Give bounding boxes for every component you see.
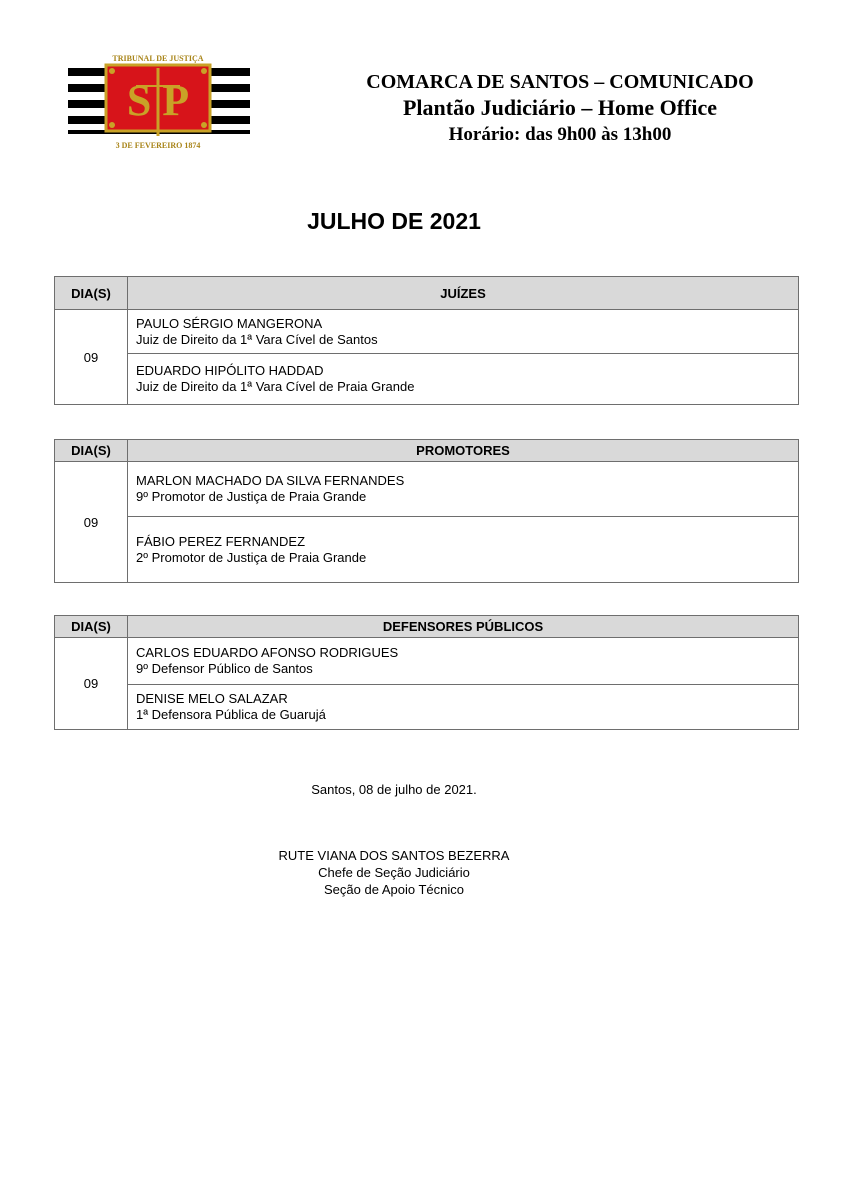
signer-unit: Seção de Apoio Técnico [324, 882, 464, 897]
day-cell: 09 [55, 310, 128, 405]
person-cell [128, 310, 799, 354]
person-role: Juiz de Direito da 1ª Vara Cível de Praia Grande [136, 379, 415, 394]
table-row [55, 685, 799, 730]
header-line-3: Horário: das 9h00 às 13h00 [448, 124, 672, 145]
public-defenders-table [54, 615, 799, 730]
signer-title: Chefe de Seção Judiciário [318, 865, 470, 880]
month-title: JULHO DE 2021 [307, 208, 481, 234]
person-role: 9º Promotor de Justiça de Praia Grande [136, 489, 367, 504]
day-column-header: DIA(S) [55, 277, 128, 310]
table-title: DEFENSORES PÚBLICOS [128, 616, 799, 638]
logo-top-text: TRIBUNAL DE JUSTIÇA [112, 54, 204, 63]
table-row [55, 638, 799, 685]
person-cell [128, 354, 799, 405]
person-cell [128, 638, 799, 685]
person-name: CARLOS EDUARDO AFONSO RODRIGUES [136, 645, 399, 660]
document-header [300, 70, 820, 148]
header-line-1: COMARCA DE SANTOS – COMUNICADO [366, 71, 754, 93]
table-row [55, 517, 799, 583]
logo-letters: S P [126, 76, 190, 125]
person-name: MARLON MACHADO DA SILVA FERNANDES [136, 473, 405, 488]
person-role: 9º Defensor Público de Santos [136, 661, 313, 676]
table-title: PROMOTORES [128, 440, 799, 462]
person-role: Juiz de Direito da 1ª Vara Cível de Santos [136, 331, 378, 347]
person-name: FÁBIO PEREZ FERNANDEZ [136, 533, 306, 549]
signature-block [0, 847, 788, 898]
day-column-header: DIA(S) [55, 616, 128, 638]
person-name: EDUARDO HIPÓLITO HADDAD [136, 363, 324, 378]
person-role: 2º Promotor de Justiça de Praia Grande [136, 549, 367, 565]
header-line-2: Plantão Judiciário – Home Office [402, 95, 718, 120]
signer-name: RUTE VIANA DOS SANTOS BEZERRA [278, 848, 510, 863]
day-cell: 09 [55, 638, 128, 730]
person-cell [128, 685, 799, 730]
judges-table [54, 276, 799, 405]
table-row [55, 354, 799, 405]
person-name: PAULO SÉRGIO MANGERONA [136, 315, 323, 331]
person-role: 1ª Defensora Pública de Guarujá [136, 707, 326, 722]
person-cell [128, 517, 799, 583]
place-date: Santos, 08 de julho de 2021. [311, 782, 477, 797]
person-name: DENISE MELO SALAZAR [136, 691, 288, 706]
table-title: JUÍZES [128, 277, 799, 310]
day-column-header: DIA(S) [55, 440, 128, 462]
day-cell: 09 [55, 462, 128, 583]
person-cell [128, 462, 799, 517]
prosecutors-table [54, 439, 799, 583]
logo-bottom-text: 3 DE FEVEREIRO 1874 [115, 141, 201, 150]
table-row [55, 462, 799, 517]
tribunal-logo [66, 52, 250, 152]
table-row [55, 310, 799, 354]
